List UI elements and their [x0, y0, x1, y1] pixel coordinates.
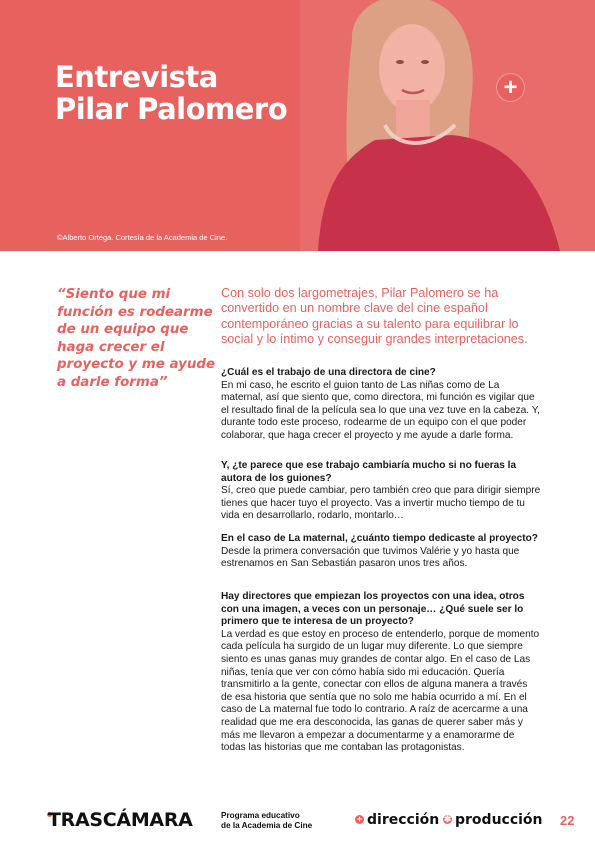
program-line-1: Programa educativo [221, 811, 300, 820]
answer: Desde la primera conversación que tuvimos Valérie y yo hasta que estrenamos en San Sebastián pasaron unos tres años. [221, 545, 520, 570]
qa-block-4 [221, 591, 541, 755]
question: En el caso de La maternal, ¿cuánto tiempo dedicaste al proyecto? [221, 533, 538, 544]
question: Hay directores que empiezan los proyectos con una idea, otros con una imagen, a veces con un personaje… ¿Qué suele ser lo primero que te interesa de un proyecto? [221, 591, 525, 628]
asterisk-icon: ✱ [443, 814, 452, 824]
answer: En mi caso, he escrito el guion tanto de Las niñas como de La maternal, así que siento que, como directora, mi función es vigilar que el resultado final de la película sea lo que una vez tuve en la cabeza. Y, durante todo este proceso, rodearme de un equipo con el que poder colaborar, que haga crecer el proyecto y me ayude a darle forma. [221, 379, 540, 441]
qa-block-1 [221, 367, 541, 443]
tag-direccion: dirección [367, 812, 440, 828]
program-line-2: de la Academia de Cine [221, 820, 313, 830]
hero-banner [0, 0, 595, 251]
page-number: 22 [560, 813, 575, 828]
pull-quote: “Siento que mi función es rodearme de un equipo que haga crecer el proyecto y me ayude a darle forma” [57, 287, 216, 390]
trascamara-logo: TRASCÁMARA [48, 809, 193, 831]
question: Y, ¿te parece que ese trabajo cambiaría mucho si no fueras la autora de los guiones? [221, 460, 517, 484]
footer [0, 800, 595, 841]
title-line-1: Entrevista [55, 60, 218, 94]
qa-block-2 [221, 460, 541, 523]
plus-icon: + [356, 814, 363, 824]
page-title [55, 61, 287, 125]
question: ¿Cuál es el trabajo de una directora de cine? [221, 367, 436, 378]
tag-produccion: producción [455, 812, 543, 828]
program-label [221, 811, 312, 830]
answer: La verdad es que estoy en proceso de entenderlo, porque de momento cada película ha surgido de un lugar muy diferente. Lo que siempre siento es unas ganas muy grandes de contar algo. En el caso de Las niñas, tenía que ver con cómo había sido mi educación. Quería transmitirlo a la gente, conectar con ellos de alguna manera a través de esa historia que sentía que no solo me había ocurrido a mí. En el caso de La maternal fue todo lo contrario. A raíz de acercarme a una realidad que me era desconocida, las ganas de querer saber más y más me llevaron a empezar a documentarme y a enamorarme de todas las historias que me contaban las protagonistas. [221, 628, 540, 754]
title-line-2: Pilar Palomero [55, 92, 288, 126]
intro-paragraph: Con solo dos largometrajes, Pilar Palomero se ha convertido en un nombre clave del cine español contemporáneo gracias a su talento para equilibrar lo social y lo íntimo y conseguir grandes interpretaciones. [221, 286, 528, 347]
qa-block-3 [221, 533, 541, 571]
photo-credit: ©Alberto Ortega. Cortesía de la Academia de Cine. [57, 233, 228, 242]
answer: Sí, creo que puede cambiar, pero también creo que para dirigir siempre tienes que hacer tuyo el proyecto. Vas a invertir mucho tiempo de tu vida en desarrollarlo, rodarlo, montarlo… [221, 485, 541, 522]
plus-icon: + [496, 73, 525, 102]
